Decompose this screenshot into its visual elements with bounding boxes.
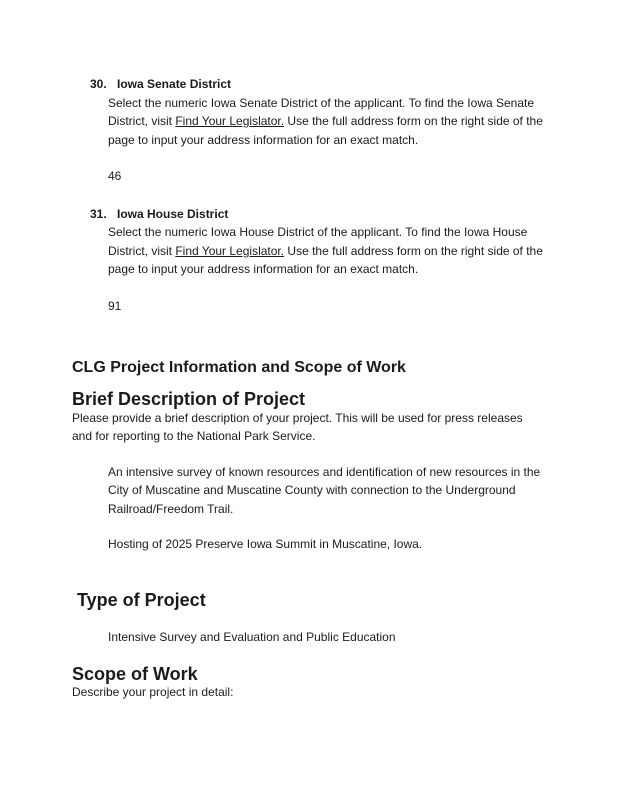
question-30-answer: 46 — [108, 169, 122, 183]
question-31 — [90, 205, 545, 316]
find-your-legislator-link[interactable]: Find Your Legislator. — [175, 243, 285, 258]
question-31-description — [108, 223, 545, 279]
question-30-desc-after: Use the full address form on the right side of the page to input your address information for an exact match. — [108, 114, 543, 147]
question-31-desc-before: Select the numeric Iowa House District of the applicant. To find the Iowa House District, visit — [108, 225, 528, 258]
question-30-heading — [90, 75, 545, 94]
question-30-desc-before: Select the numeric Iowa Senate District of the applicant. To find the Iowa Senate District, visit — [108, 95, 535, 128]
brief-description-intro: Please provide a brief description of your project. This will be used for press releases and for reporting to the National Park Service. — [72, 410, 523, 443]
question-31-desc-after: Use the full address form on the right side of the page to input your address information for an exact match. — [108, 243, 543, 276]
question-31-answer: 91 — [108, 298, 122, 313]
section-heading: CLG Project Information and Scope of Work — [72, 359, 406, 376]
brief-description-paragraph-2: Hosting of 2025 Preserve Iowa Summit in Muscatine, Iowa. — [108, 537, 423, 551]
brief-description-paragraph-1: An intensive survey of known resources and identification of new resources in the City of Muscatine and Muscatine County with connection to the Underground Railroad/Freedom Trail. — [108, 464, 541, 516]
question-30-description — [108, 94, 545, 150]
question-31-title: Iowa House District — [117, 206, 229, 221]
question-30-number: 30. — [90, 77, 107, 91]
type-of-project-value: Intensive Survey and Evaluation and Public Education — [108, 630, 396, 644]
brief-description-heading: Brief Description of Project — [72, 389, 306, 409]
type-of-project-heading: Type of Project — [77, 589, 206, 610]
scope-of-work-intro: Describe your project in detail: — [72, 685, 234, 699]
question-31-heading — [90, 205, 545, 224]
scope-of-work-heading: Scope of Work — [72, 663, 198, 684]
question-31-number: 31. — [90, 206, 107, 221]
find-your-legislator-link[interactable]: Find Your Legislator. — [175, 114, 285, 128]
question-30-title: Iowa Senate District — [117, 77, 232, 91]
question-30 — [90, 75, 545, 186]
